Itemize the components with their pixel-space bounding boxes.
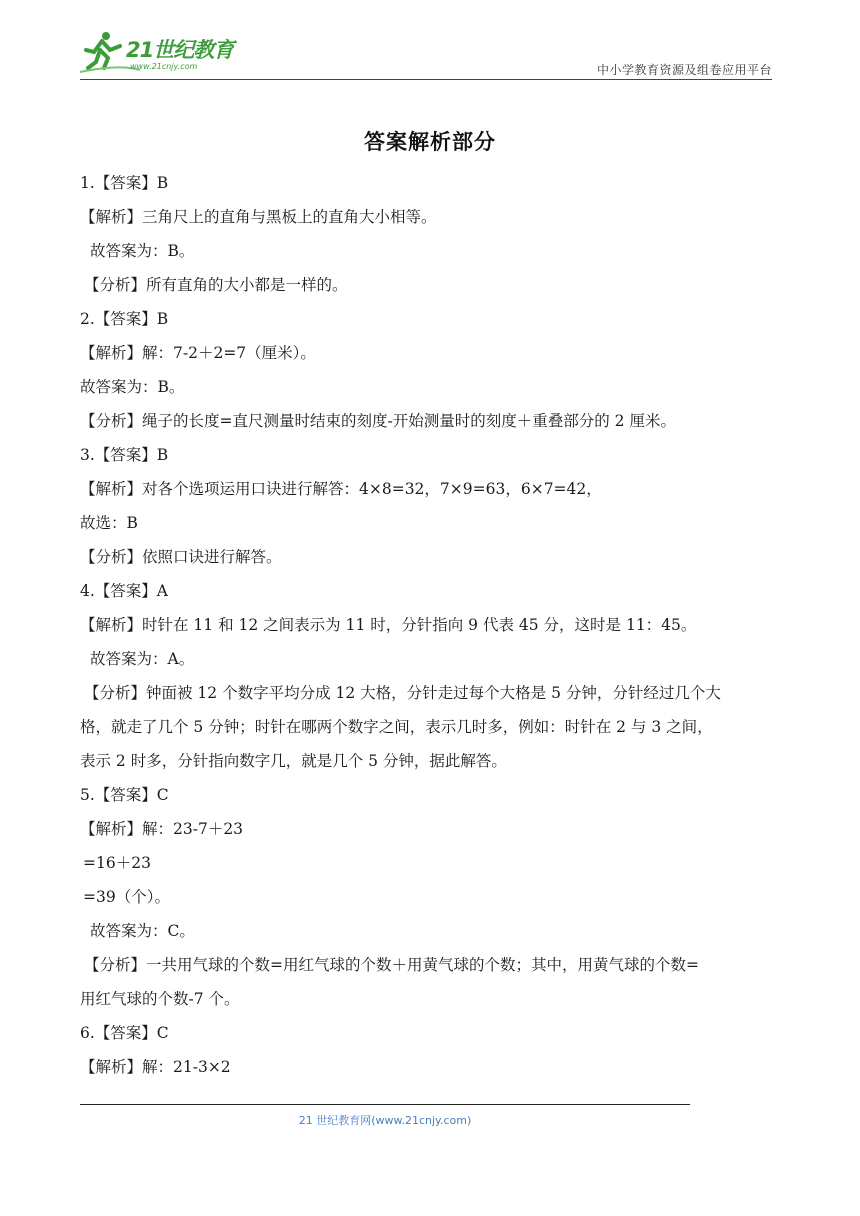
q3-answer: 3.【答案】B	[80, 446, 169, 464]
footer-link[interactable]: 21 世纪教育网(www.21cnjy.com)	[298, 1114, 472, 1127]
q2-analysis: 【解析】解：7-2＋2=7（厘米）。	[80, 344, 316, 362]
site-logo[interactable]	[80, 28, 250, 76]
footer-divider	[80, 1104, 690, 1105]
q3-explanation: 【分析】依照口诀进行解答。	[80, 548, 282, 566]
q1-answer: 1.【答案】B	[80, 174, 169, 192]
q4-analysis: 【解析】时针在 11 和 12 之间表示为 11 时，分针指向 9 代表 45 分，这时是 11：45。	[80, 616, 697, 634]
q5-step2: =39（个）。	[83, 888, 170, 906]
q1-conclusion: 故答案为：B。	[90, 242, 195, 260]
page-title: 答案解析部分	[364, 130, 496, 154]
q4-explanation-line2: 格，就走了几个 5 分钟；时针在哪两个数字之间，表示几时多，例如：时针在 2 与 3 之间，	[80, 718, 713, 736]
header-divider	[80, 79, 772, 80]
platform-name: 中小学教育资源及组卷应用平台	[596, 63, 772, 77]
q6-analysis: 【解析】解：21-3×2	[80, 1058, 231, 1076]
q5-explanation-line1: 【分析】一共用气球的个数=用红气球的个数＋用黄气球的个数；其中，用黄气球的个数=	[84, 956, 699, 974]
q4-explanation-line1: 【分析】钟面被 12 个数字平均分成 12 大格，分针走过每个大格是 5 分钟，分针经过几个大	[84, 684, 721, 702]
q2-conclusion: 故答案为：B。	[80, 378, 185, 396]
q1-explanation: 【分析】所有直角的大小都是一样的。	[84, 276, 348, 294]
answer-content	[80, 166, 780, 1084]
q6-answer: 6.【答案】C	[80, 1024, 169, 1042]
q5-explanation-line2: 用红气球的个数-7 个。	[80, 990, 240, 1008]
q5-conclusion: 故答案为：C。	[90, 922, 195, 940]
logo-text: 21世纪教育	[126, 38, 234, 62]
q2-explanation: 【分析】绳子的长度=直尺测量时结束的刻度-开始测量时的刻度＋重叠部分的 2 厘米。	[80, 412, 676, 430]
q5-step1: =16＋23	[83, 854, 151, 872]
q3-conclusion: 故选：B	[80, 514, 138, 532]
q2-answer: 2.【答案】B	[80, 310, 169, 328]
q5-analysis: 【解析】解：23-7＋23	[80, 820, 244, 838]
q5-answer: 5.【答案】C	[80, 786, 169, 804]
page-header	[0, 0, 860, 82]
q4-conclusion: 故答案为：A。	[90, 650, 195, 668]
logo-url: www.21cnjy.com	[130, 62, 198, 71]
q3-analysis: 【解析】对各个选项运用口诀进行解答：4×8=32，7×9=63，6×7=42，	[80, 480, 602, 498]
q4-explanation-line3: 表示 2 时多，分针指向数字几，就是几个 5 分钟，据此解答。	[80, 752, 507, 770]
q1-analysis: 【解析】三角尺上的直角与黑板上的直角大小相等。	[80, 208, 437, 226]
q4-answer: 4.【答案】A	[80, 582, 168, 600]
